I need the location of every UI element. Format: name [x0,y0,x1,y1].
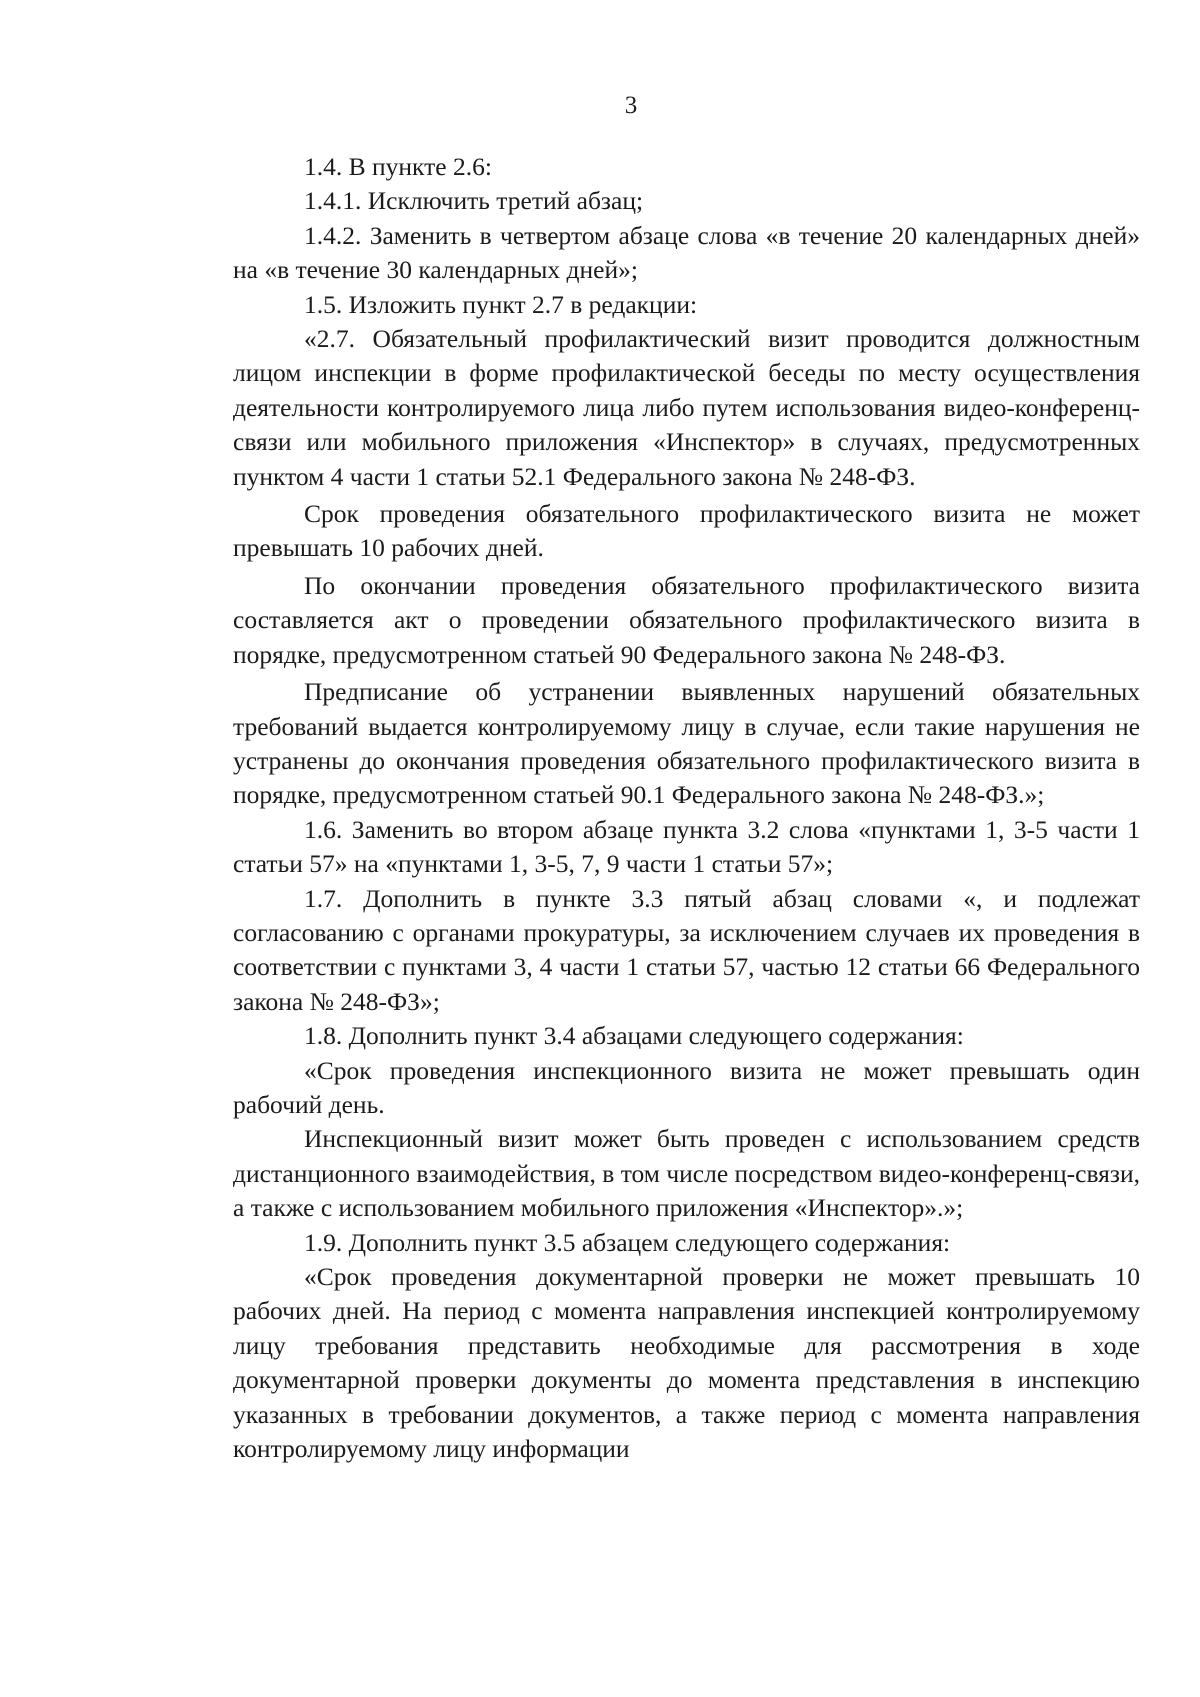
paragraph-1-6: 1.6. Заменить во втором абзаце пункта 3.2 слова «пунктами 1, 3-5 части 1 статьи 57» на «пунктами 1, 3-5, 7, 9 части 1 статьи 57»; [233,814,1140,879]
page-number: 3 [624,92,638,119]
paragraph-visit-term: Срок проведения обязательного профилактического визита не может превышать 10 рабочих дней. [233,499,1140,563]
paragraph-2-7: «2.7. Обязательный профилактический визит проводится должностным лицом инспекции в форме профилактической беседы по месту осуществления деятельности контролируемого лица либо путем использования видео-конференц-связи или мобильного приложения «Инспектор» в случаях, предусмотренных пунктом 4 части 1 статьи 52.1 Федерального закона № 248-ФЗ. [233,324,1140,491]
paragraph-1-4-1: 1.4.1. Исключить третий абзац; [304,186,644,216]
paragraph-1-8: 1.8. Дополнить пункт 3.4 абзацами следующего содержания: [304,1021,964,1051]
paragraph-1-9: 1.9. Дополнить пункт 3.5 абзацем следующего содержания: [304,1227,951,1257]
paragraph-1-4: 1.4. В пункте 2.6: [304,152,492,181]
paragraph-1-4-2: 1.4.2. Заменить в четвертом абзаце слова «в течение 20 календарных дней» на «в течение 30 календарных дней»; [233,220,1140,285]
paragraph-1-5: 1.5. Изложить пункт 2.7 в редакции: [304,289,698,319]
paragraph-inspection-term: «Срок проведения инспекционного визита не может превышать один рабочий день. [233,1055,1140,1119]
paragraph-inspection-remote: Инспекционный визит может быть проведен с использованием средств дистанционного взаимодействия, в том числе посредством видео-конференц-связи, а также с использованием мобильного приложения «Инспектор».»; [233,1124,1140,1223]
paragraph-visit-act: По окончании проведения обязательного профилактического визита составляется акт о проведении обязательного профилактического визита в порядке, предусмотренном статьей 90 Федерального закона № 248-ФЗ. [233,570,1140,669]
document-body [233,150,1140,1466]
paragraph-1-7: 1.7. Дополнить в пункте 3.3 пятый абзац словами «, и подлежат согласованию с органами прокуратуры, за исключением случаев их проведения в соответствии с пунктами 3, 4 части 1 статьи 57, частью 12 статьи 66 Федерального закона № 248-ФЗ»; [233,883,1140,1016]
paragraph-documentary-term: «Срок проведения документарной проверки не может превышать 10 рабочих дней. На период с момента направления инспекцией контролируемому лицу требования представить необходимые для рассмотрения в ходе документарной проверки документы до момента представления в инспекцию указанных в требовании документов, а также период с момента направления контролируемому лицу информации [233,1262,1140,1464]
paragraph-prescription: Предписание об устранении выявленных нарушений обязательных требований выдается контролируемому лицу в случае, если такие нарушения не устранены до окончания проведения обязательного профилактического визита в порядке, предусмотренном статьей 90.1 Федерального закона № 248-ФЗ.»; [233,677,1140,810]
